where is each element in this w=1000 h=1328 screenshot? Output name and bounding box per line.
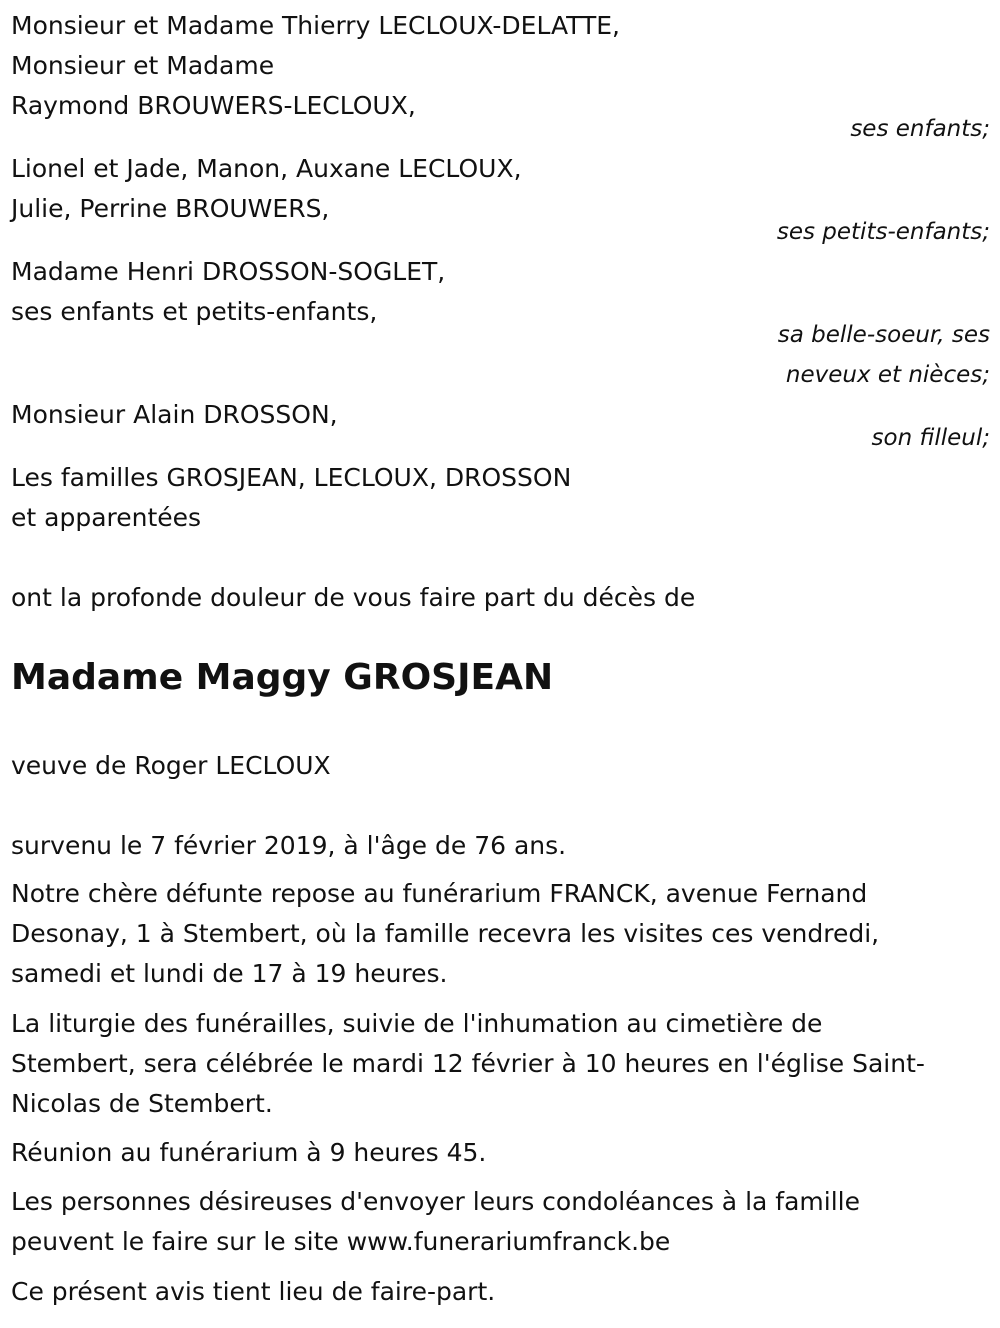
family-line: Julie, Perrine BROUWERS, [11,194,330,223]
meeting-text: Réunion au funérarium à 9 heures 45. [11,1138,487,1167]
family-line: Monsieur et Madame [11,51,275,80]
family-line: Madame Henri DROSSON-SOGLET, [11,257,446,286]
deceased-name: Madame Maggy GROSJEAN [11,657,554,698]
family-line: et apparentées [11,503,202,532]
condolences-paragraph-line: Les personnes désireuses d'envoyer leurs condoléances à la famille [11,1187,860,1216]
rest-paragraph-line: samedi et lundi de 17 à 19 heures. [11,959,448,988]
rest-paragraph-line: Notre chère défunte repose au funérarium FRANCK, avenue Fernand [11,879,868,908]
relation-label-grandchildren: ses petits-enfants; [776,219,990,245]
relation-label-sister-in-law: sa belle-soeur, ses [777,322,990,348]
family-line: ses enfants et petits-enfants, [11,297,378,326]
family-line: Monsieur et Madame Thierry LECLOUX-DELATTE, [11,11,620,40]
death-date-text: survenu le 7 février 2019, à l'âge de 76 ans. [11,831,567,860]
relation-label-children: ses enfants; [850,116,990,142]
condolences-paragraph-line: peuvent le faire sur le site www.funerariumfranck.be [11,1227,671,1256]
family-line: Les familles GROSJEAN, LECLOUX, DROSSON [11,463,572,492]
liturgy-paragraph-line: Stembert, sera célébrée le mardi 12 février à 10 heures en l'église Saint- [11,1049,925,1078]
announcement-text: ont la profonde douleur de vous faire part du décès de [11,583,696,612]
notice-text: Ce présent avis tient lieu de faire-part. [11,1277,496,1306]
rest-paragraph-line: Desonay, 1 à Stembert, où la famille recevra les visites ces vendredi, [11,919,880,948]
family-line: Raymond BROUWERS-LECLOUX, [11,91,416,120]
widow-of-text: veuve de Roger LECLOUX [11,751,331,780]
relation-label-godson: son filleul; [871,425,990,451]
family-line: Monsieur Alain DROSSON, [11,400,338,429]
relation-label-sister-in-law: neveux et nièces; [785,362,990,388]
liturgy-paragraph-line: La liturgie des funérailles, suivie de l'inhumation au cimetière de [11,1009,823,1038]
family-line: Lionel et Jade, Manon, Auxane LECLOUX, [11,154,522,183]
liturgy-paragraph-line: Nicolas de Stembert. [11,1089,273,1118]
